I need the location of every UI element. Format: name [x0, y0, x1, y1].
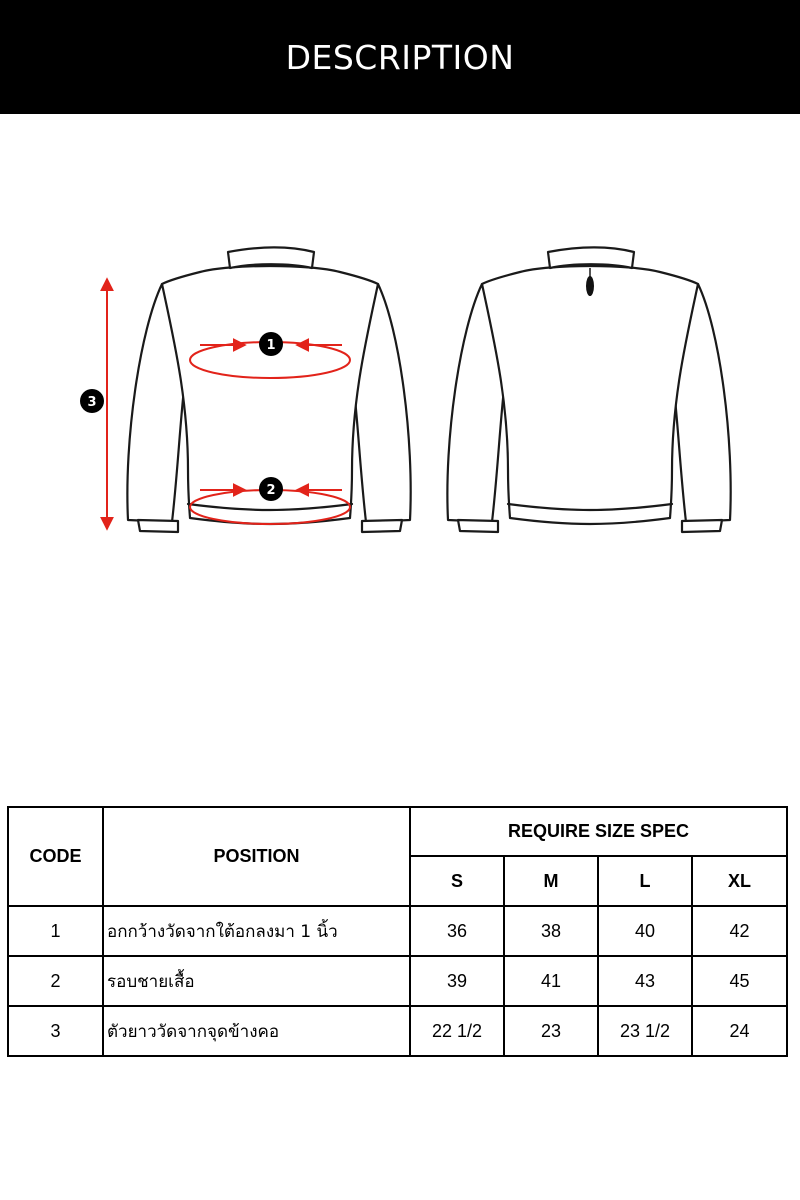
code-header: CODE [8, 807, 103, 906]
row-value-s: 22 1/2 [410, 1006, 504, 1056]
row-position: รอบชายเสื้อ [103, 956, 410, 1006]
size-header-xl: XL [692, 856, 787, 906]
size-header-m: M [504, 856, 598, 906]
position-header: POSITION [103, 807, 410, 906]
table-row [8, 956, 787, 1006]
table-row [8, 1006, 787, 1056]
row-code: 1 [8, 906, 103, 956]
row-value-l: 40 [598, 906, 692, 956]
size-spec-table [7, 806, 788, 1057]
row-value-s: 39 [410, 956, 504, 1006]
size-header-l: L [598, 856, 692, 906]
row-value-s: 36 [410, 906, 504, 956]
garment-measurement-illustration [0, 114, 800, 674]
table-row [8, 906, 787, 956]
row-value-xl: 24 [692, 1006, 787, 1056]
size-header-s: S [410, 856, 504, 906]
marker-2 [259, 477, 283, 501]
title-banner [0, 0, 800, 114]
row-value-m: 38 [504, 906, 598, 956]
svg-text:2: 2 [266, 483, 276, 498]
size-spec-header: REQUIRE SIZE SPEC [410, 807, 787, 856]
row-value-xl: 42 [692, 906, 787, 956]
row-value-l: 43 [598, 956, 692, 1006]
page-title: DESCRIPTION [285, 37, 515, 77]
marker-3 [80, 389, 104, 413]
row-position: ตัวยาววัดจากจุดข้างคอ [103, 1006, 410, 1056]
row-value-m: 41 [504, 956, 598, 1006]
row-value-xl: 45 [692, 956, 787, 1006]
svg-text:1: 1 [266, 338, 276, 353]
row-value-m: 23 [504, 1006, 598, 1056]
svg-text:3: 3 [87, 395, 97, 410]
row-value-l: 23 1/2 [598, 1006, 692, 1056]
marker-1 [259, 332, 283, 356]
row-code: 3 [8, 1006, 103, 1056]
row-code: 2 [8, 956, 103, 1006]
row-position: อกกว้างวัดจากใต้อกลงมา 1 นิ้ว [103, 906, 410, 956]
